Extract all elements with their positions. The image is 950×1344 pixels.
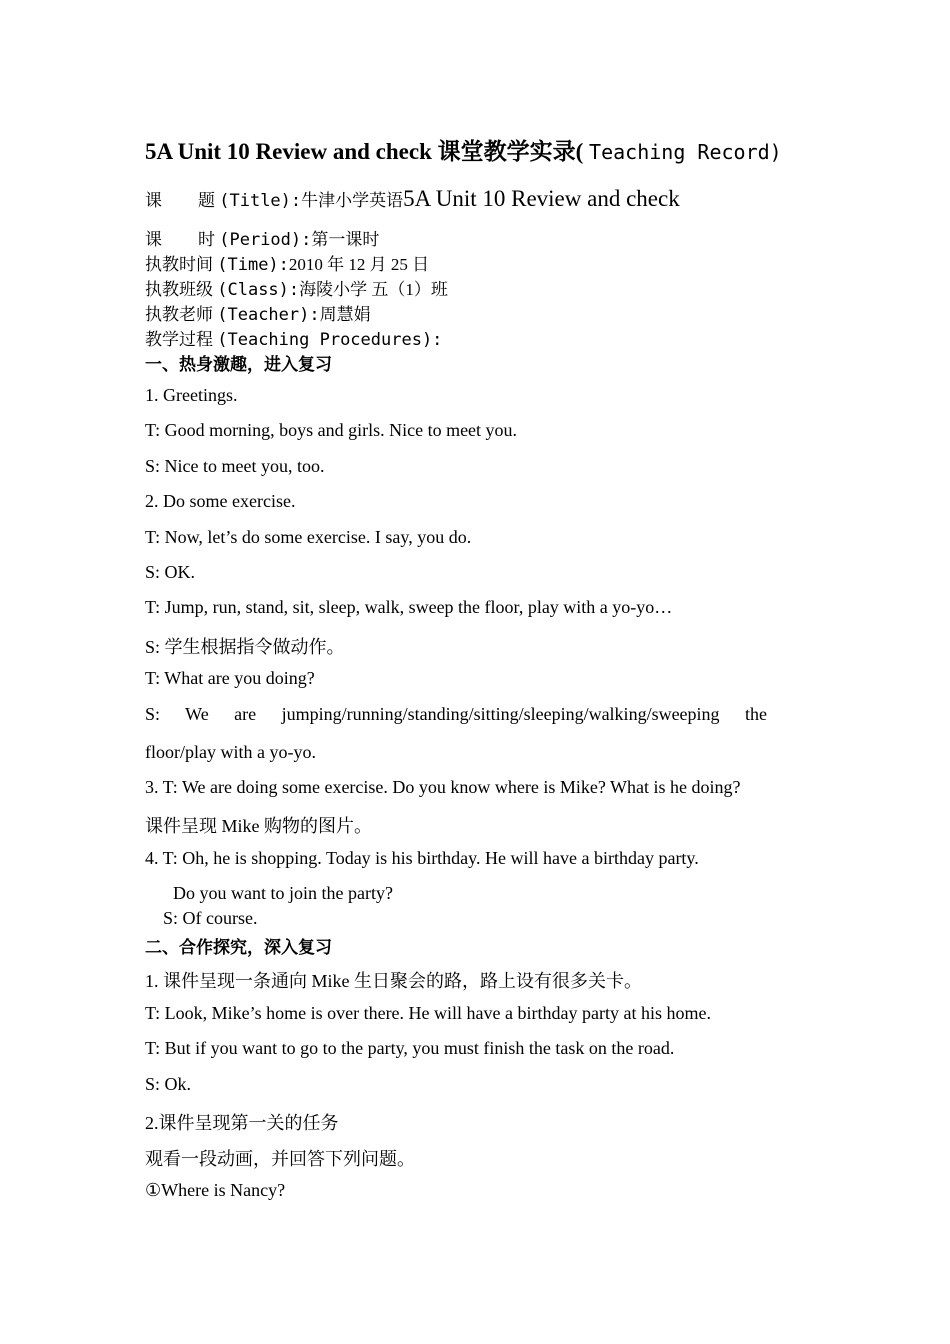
- paragraph-line: T: Good morning, boys and girls. Nice to meet you.: [145, 420, 518, 440]
- paragraph-line: T: What are you doing?: [145, 668, 315, 688]
- meta-tag: (Class):: [217, 280, 300, 300]
- meta-tag: (Title):: [219, 191, 302, 211]
- paragraph-line: S: Nice to meet you, too.: [145, 456, 325, 476]
- paragraph-line: 1. 课件呈现一条通向 Mike 生日聚会的路，路上设有很多关卡。: [145, 971, 642, 991]
- meta-value: 周慧娟: [319, 305, 371, 324]
- paragraph-line: ①Where is Nancy?: [145, 1180, 286, 1200]
- indented-line: S: Of course.: [163, 908, 258, 928]
- justified-paragraph-line: S: We are jumping/running/standing/sitting/sleeping/walking/sweeping the: [145, 704, 767, 724]
- paragraph-line: S: 学生根据指令做动作。: [145, 637, 345, 657]
- meta-label: 时: [198, 230, 215, 249]
- paragraph-line: T: Now, let’s do some exercise. I say, you do.: [145, 527, 472, 547]
- paragraph-line: 4. T: Oh, he is shopping. Today is his birthday. He will have a birthday party.: [145, 848, 699, 868]
- paragraph-line: 2. Do some exercise.: [145, 491, 296, 511]
- meta-value: 牛津小学英语: [301, 191, 404, 210]
- paragraph-line: S: Ok.: [145, 1074, 192, 1094]
- meta-label: 课: [145, 191, 162, 210]
- section-heading-1: 一、热身激趣，进入复习: [145, 355, 332, 374]
- paragraph-line: 3. T: We are doing some exercise. Do you know where is Mike? What is he doing?: [145, 777, 741, 797]
- meta-time-row: [145, 250, 429, 275]
- paragraph-line: floor/play with a yo-yo.: [145, 742, 316, 762]
- meta-tag: (Period):: [219, 230, 312, 250]
- meta-class-row: [145, 275, 448, 300]
- paragraph-line: T: Jump, run, stand, sit, sleep, walk, sweep the floor, play with a yo-yo…: [145, 597, 673, 617]
- paragraph-line: T: Look, Mike’s home is over there. He will have a birthday party at his home.: [145, 1003, 711, 1023]
- meta-period-row: [145, 225, 379, 250]
- title-main: 5A Unit 10 Review and check 课堂教学实录(: [145, 139, 584, 164]
- meta-value: 海陵小学 五（1）班: [299, 280, 448, 299]
- paragraph-line: 课件呈现 Mike 购物的图片。: [145, 816, 372, 836]
- meta-value-english: 5A Unit 10 Review and check: [403, 186, 680, 211]
- meta-teacher-row: [145, 300, 371, 325]
- indented-line: Do you want to join the party?: [173, 883, 393, 903]
- paragraph-line: 观看一段动画，并回答下列问题。: [145, 1149, 415, 1169]
- meta-label: 题: [198, 191, 215, 210]
- meta-label: 执教老师: [145, 305, 213, 324]
- paragraph-line: S: OK.: [145, 562, 196, 582]
- meta-label: 课: [145, 230, 162, 249]
- meta-label: 教学过程: [145, 330, 213, 349]
- section-heading-2: 二、合作探究，深入复习: [145, 938, 332, 957]
- paragraph-line: 2.课件呈现第一关的任务: [145, 1113, 339, 1133]
- meta-value: 第一课时: [311, 230, 380, 249]
- meta-procedures-row: [145, 325, 442, 350]
- meta-tag: (Time):: [217, 255, 289, 275]
- meta-label: 执教时间: [145, 255, 213, 274]
- meta-tag: (Teacher):: [217, 305, 320, 325]
- meta-value: 2010 年 12 月 25 日: [288, 255, 430, 274]
- paragraph-line: T: But if you want to go to the party, you must finish the task on the road.: [145, 1038, 675, 1058]
- meta-tag: (Teaching Procedures):: [217, 330, 443, 350]
- document-title: [145, 133, 782, 166]
- meta-title-row: [145, 186, 680, 212]
- paragraph-line: 1. Greetings.: [145, 385, 238, 405]
- title-english: Teaching Record): [589, 140, 782, 164]
- meta-label: 执教班级: [145, 280, 213, 299]
